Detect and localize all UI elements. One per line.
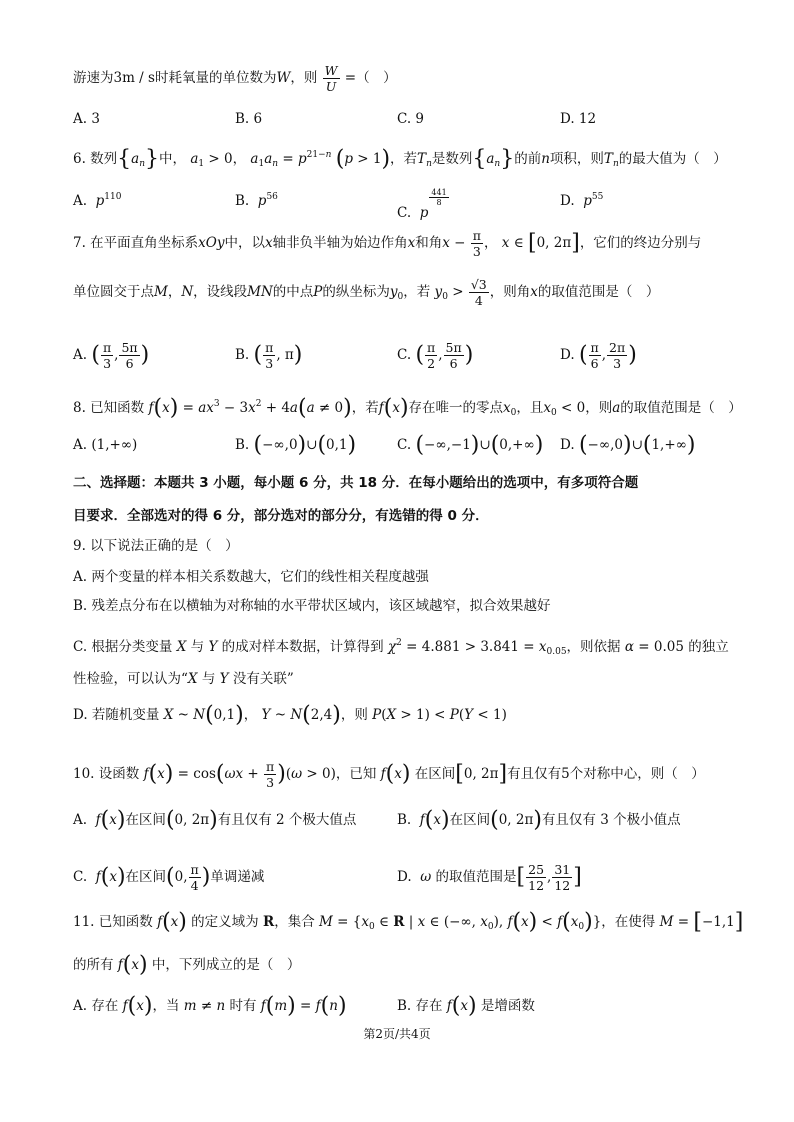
q8-stem: 8. 已知函数 $f(x) = ax^3 - 3x^2 + 4a(a \ne 0)$，若f(x)存在唯一的零点$x_0$，且$x_0 < 0$，则a的取值范围是（ ） (73, 395, 742, 421)
q6-stem: 6. 数列$\{a_n\}$中， $a_1 > 0$， $a_1a_n = p^{21-n}$ (p > 1)，若$T_n$是数列$\{a_n\}$的前n项积，则$T_n$的最大值为（ ） (73, 146, 727, 172)
q5-option-a: A. 3 (73, 111, 100, 127)
q5-option-c: C. 9 (397, 111, 425, 127)
q5-option-d: D. 12 (560, 111, 597, 127)
q11-option-a: A. 存在 f(x)，当 m ≠ n 时有 f(m) = f(n) (73, 993, 347, 1019)
q7-option-a: A. ( $\frac{\pi}{3}$ , $\frac{5\pi}{6}$ ) (73, 340, 150, 371)
q9-option-b: B. 残差点分布在以横轴为对称轴的水平带状区域内，该区域越窄，拟合效果越好 (73, 598, 551, 614)
section-2-heading-line1: 二、选择题：本题共 3 小题，每小题 6 分，共 18 分．在每小题给出的选项中，有多项符合题 (73, 475, 639, 491)
q6-option-c: C. p $\frac{441}{8}$ (397, 188, 447, 221)
fraction-w-over-u: $\frac{W}{U}$ (324, 63, 338, 94)
q9-option-c-line2: 性检验，可以认为“X 与 Y 没有关联” (73, 671, 294, 687)
q10-option-b: B. f(x)在区间(0, 2π)有且仅有 3 个极小值点 (397, 807, 681, 833)
q10-stem: 10. 设函数 f(x) = cos(ωx + $\frac{\pi}{3}$ )(ω > 0)，已知 f(x) 在区间[0, 2π]有且仅有5个对称中心，则（ ） (73, 759, 705, 790)
q9-option-a: A. 两个变量的样本相关系数越大，它们的线性相关程度越强 (73, 569, 429, 585)
q10-option-a: A. f(x)在区间(0, 2π)有且仅有 2 个极大值点 (73, 807, 357, 833)
q8-option-a: A. (1,+∞) (73, 437, 138, 453)
q11-stem-line2: 的所有 f(x) 中，下列成立的是（ ） (73, 952, 301, 978)
q11-stem-line1: 11. 已知函数 f(x) 的定义域为 R，集合 $M = \{x_0$ ∈ R | x ∈ (−∞, $x_0$), $f(x) < f(x_0)$}，在使得 M = [−1,1] (73, 909, 744, 935)
q7-option-d: D. ( $\frac{\pi}{6}$ , $\frac{2\pi}{3}$ ) (560, 340, 637, 371)
q8-option-c: C. (−∞,−1)∪(0,+∞) (397, 432, 544, 458)
page-number-footer: 第2页/共4页 (363, 1027, 431, 1041)
q9-stem: 9. 以下说法正确的是（ ） (73, 538, 239, 554)
q6-option-b: B. $p^{56}$ (235, 192, 278, 209)
q10-option-d: D. ω 的取值范围是[ $\frac{25}{12}$ , $\frac{31}{12}$ ] (397, 862, 582, 893)
q9-option-c-line1: C. 根据分类变量 X 与 Y 的成对样本数据，计算得到 $\chi^2 = 4.881 > 3.841 = x_{0.05}$，则依据 α = 0.05 的独立 (73, 638, 729, 657)
q6-option-d: D. $p^{55}$ (560, 192, 604, 209)
q7-option-c: C. ( $\frac{\pi}{2}$ , $\frac{5\pi}{6}$ ) (397, 340, 474, 371)
q7-option-b: B. ( $\frac{\pi}{3}$ , π) (235, 340, 303, 371)
q11-option-b: B. 存在 f(x) 是增函数 (397, 993, 535, 1019)
q6-option-a: A. $p^{110}$ (73, 192, 122, 209)
q7-stem-line1: 7. 在平面直角坐标系xOy中，以x轴非负半轴为始边作角x和角x − $\frac{\pi}{3}$ ， x ∈ [0, 2π]，它们的终边分别与 (73, 228, 702, 259)
q8-option-b: B. (−∞,0)∪(0,1) (235, 432, 357, 458)
q7-stem-line2: 单位圆交于点M，N，设线段MN的中点P的纵坐标为$y_0$，若 $y_0$ > $\frac{√3}{4}$ ，则角x的取值范围是（ ） (73, 277, 660, 308)
q8-option-d: D. (−∞,0)∪(1,+∞) (560, 432, 696, 458)
q5-option-b: B. 6 (235, 111, 263, 127)
q5-stem-tail: 游速为3m / s时耗氧量的单位数为W，则 $\frac{W}{U}$ =（ ） (73, 63, 397, 94)
q9-option-d: D. 若随机变量 X ~ N(0,1)， Y ~ N(2,4)，则 P(X > 1) < P(Y < 1) (73, 702, 507, 728)
q10-option-c: C. f(x)在区间(0, $\frac{\pi}{4}$ )单调递减 (73, 862, 265, 893)
section-2-heading-line2: 目要求．全部选对的得 6 分，部分选对的部分分，有选错的得 0 分． (73, 508, 489, 524)
